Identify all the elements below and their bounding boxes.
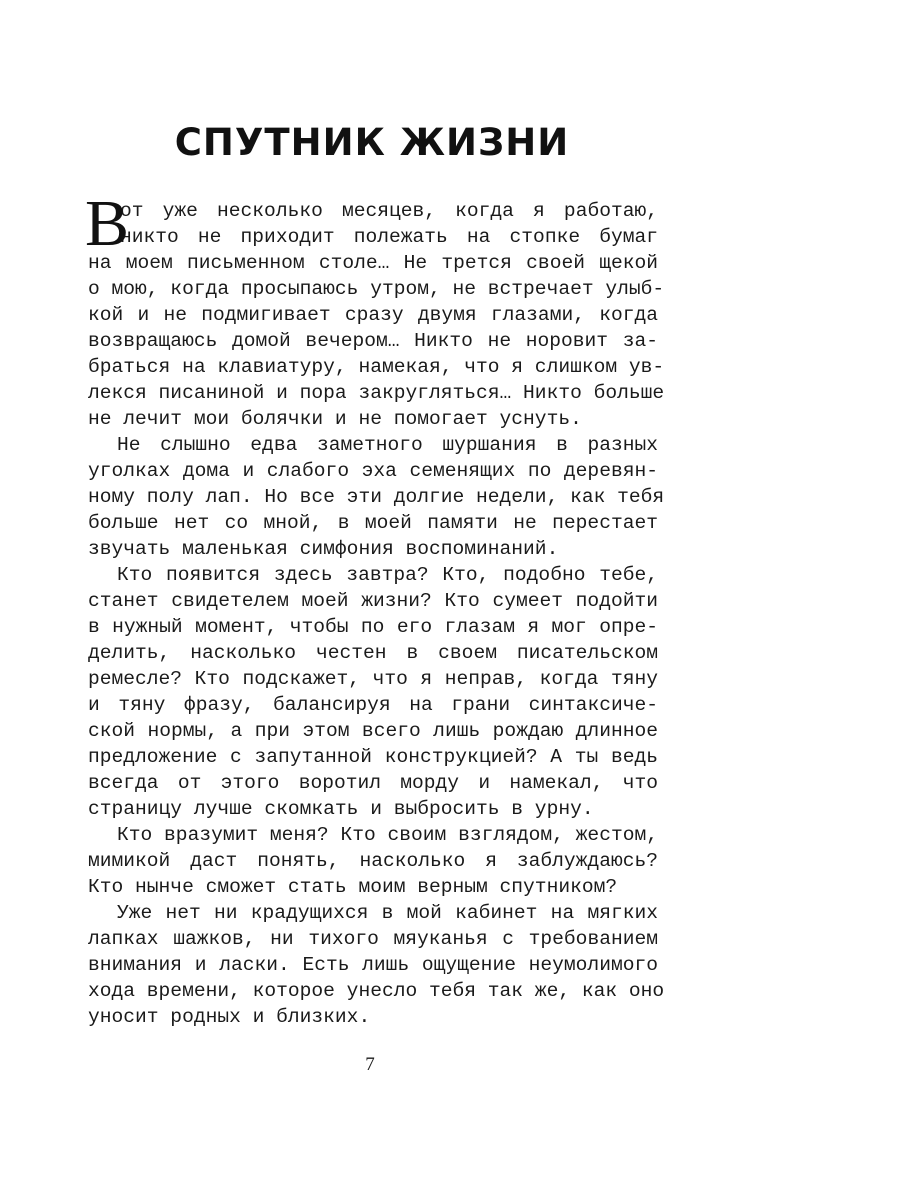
text-line: возвращаюсь домой вечером… Никто не норовит за- xyxy=(88,330,658,352)
chapter-text xyxy=(85,187,665,1030)
text-line: не лечит мои болячки и не помогает уснуть. xyxy=(88,408,582,430)
text-line: ской нормы, а при этом всего лишь рождаю длинное xyxy=(88,720,658,742)
text-line: всегда от этого воротил морду и намекал, что xyxy=(88,772,658,794)
text-line: звучать маленькая симфония воспоминаний. xyxy=(88,538,559,560)
text-line: лапках шажков, ни тихого мяуканья с требованием xyxy=(88,928,658,950)
text-line: предложение с запутанной конструкцией? А ты ведь xyxy=(88,746,658,768)
text-line: внимания и ласки. Есть лишь ощущение неумолимого xyxy=(88,954,658,976)
text-line: браться на клавиатуру, намекая, что я слишком ув- xyxy=(88,356,665,378)
text-line: Кто вразумит меня? Кто своим взглядом, жестом, xyxy=(117,824,658,846)
paragraph xyxy=(88,432,665,562)
text-line: Кто нынче сможет стать моим верным спутником? xyxy=(88,876,618,898)
text-line: больше нет со мной, в моей памяти не перестает xyxy=(88,512,658,534)
text-line: станет свидетелем моей жизни? Кто сумеет подойти xyxy=(88,590,658,612)
text-line: и тяну фразу, балансируя на грани синтаксиче- xyxy=(88,694,658,716)
text-line: о мою, когда просыпаюсь утром, не встречает улыб- xyxy=(88,278,665,300)
text-line: ному полу лап. Но все эти долгие недели, как тебя xyxy=(88,486,665,508)
text-line: в нужный момент, чтобы по его глазам я мог опре- xyxy=(88,616,658,638)
text-line: Уже нет ни крадущихся в мой кабинет на мягких xyxy=(117,902,658,924)
paragraph xyxy=(88,822,658,900)
paragraph xyxy=(88,562,658,822)
text-line: лекся писаниной и пора закругляться… Никто больше xyxy=(88,382,665,404)
paragraph xyxy=(85,187,665,432)
text-line: на моем письменном столе… Не трется своей щекой xyxy=(88,252,658,274)
text-line: от уже несколько месяцев, когда я работаю, xyxy=(120,200,658,222)
text-line: хода времени, которое унесло тебя так же, как оно xyxy=(88,980,665,1002)
chapter-title: СПУТНИК ЖИЗНИ xyxy=(174,121,570,164)
text-line: страницу лучше скомкать и выбросить в урну. xyxy=(88,798,594,820)
text-line: делить, насколько честен в своем писательском xyxy=(88,642,658,664)
page-number: 7 xyxy=(365,1054,375,1075)
text-line: Не слышно едва заметного шуршания в разных xyxy=(117,434,658,456)
text-line: кой и не подмигивает сразу двумя глазами, когда xyxy=(88,304,658,326)
text-line: никто не приходит полежать на стопке бумаг xyxy=(120,226,658,248)
text-line: уносит родных и близких. xyxy=(88,1006,371,1028)
text-line: мимикой даст понять, насколько я заблуждаюсь? xyxy=(88,850,658,872)
text-line: ремесле? Кто подскажет, что я неправ, когда тяну xyxy=(88,668,658,690)
drop-cap: В xyxy=(85,187,130,260)
text-line: уголках дома и слабого эха семенящих по деревян- xyxy=(88,460,658,482)
text-line: Кто появится здесь завтра? Кто, подобно тебе, xyxy=(117,564,658,586)
paragraph xyxy=(88,900,665,1030)
